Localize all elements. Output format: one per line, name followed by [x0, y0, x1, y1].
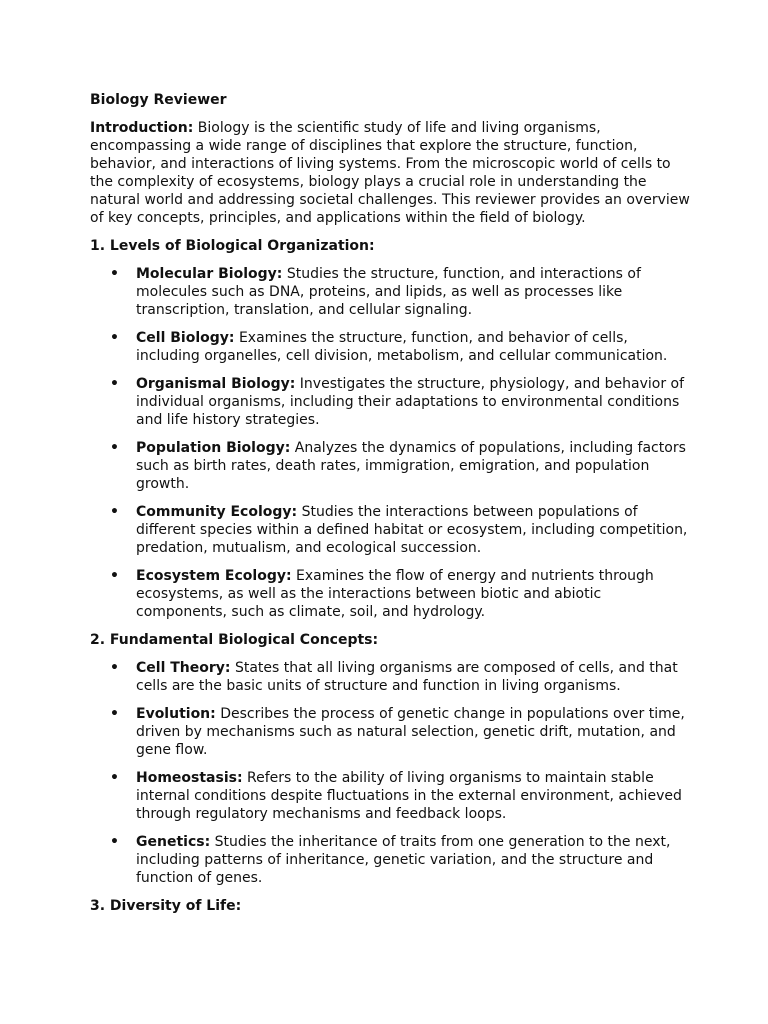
list-item-term: Genetics: — [136, 834, 211, 850]
list-item — [90, 833, 690, 887]
list-item — [90, 503, 690, 557]
list-item-term: Organismal Biology: — [136, 376, 296, 392]
list-item-text: Describes the process of genetic change in populations over time, driven by mechanisms such as natural selection, genetic drift, mutation, and gene flow. — [136, 706, 685, 758]
introduction-text: Biology is the scientific study of life and living organisms, encompassing a wide range of disciplines that explore the structure, function, behavior, and interactions of living systems. From the microscopic world of cells to the complexity of ecosystems, biology plays a crucial role in understanding the natural world and addressing societal challenges. This reviewer provides an overview of key concepts, principles, and applications within the field of biology. — [90, 120, 690, 226]
list-item-term: Cell Theory: — [136, 660, 231, 676]
list-item-text: Studies the interactions between populations of different species within a defined habitat or ecosystem, including competition, predation, mutualism, and ecological succession. — [136, 504, 688, 556]
bullet-icon: • — [110, 834, 119, 850]
bullet-icon: • — [110, 504, 119, 520]
document-title: Biology Reviewer — [90, 92, 227, 108]
list-item-term: Population Biology: — [136, 440, 291, 456]
list-item — [90, 375, 690, 429]
bullet-icon: • — [110, 706, 119, 722]
list-item — [90, 439, 690, 493]
introduction-label: Introduction: — [90, 120, 194, 136]
list-item-text: Studies the structure, function, and interactions of molecules such as DNA, proteins, and lipids, as well as processes like transcription, translation, and cellular signaling. — [136, 266, 641, 318]
list-item — [90, 265, 690, 319]
bullet-icon: • — [110, 568, 119, 584]
bullet-icon: • — [110, 660, 119, 676]
list-item-text: Examines the flow of energy and nutrients through ecosystems, as well as the interactions between biotic and abiotic components, such as climate, soil, and hydrology. — [136, 568, 654, 620]
levels-list — [90, 265, 690, 621]
document-page — [90, 91, 690, 925]
list-item-term: Ecosystem Ecology: — [136, 568, 292, 584]
list-item-term: Molecular Biology: — [136, 266, 283, 282]
section-heading-diversity: 3. Diversity of Life: — [90, 898, 242, 914]
list-item — [90, 769, 690, 823]
list-item-term: Community Ecology: — [136, 504, 298, 520]
introduction-paragraph — [90, 119, 690, 227]
list-item-text: Analyzes the dynamics of populations, including factors such as birth rates, death rates, immigration, emigration, and population growth. — [136, 440, 686, 492]
list-item-term: Evolution: — [136, 706, 216, 722]
bullet-icon: • — [110, 376, 119, 392]
bullet-icon: • — [110, 440, 119, 456]
list-item-text: Studies the inheritance of traits from one generation to the next, including patterns of inheritance, genetic variation, and the structure and function of genes. — [136, 834, 671, 886]
list-item — [90, 329, 690, 365]
bullet-icon: • — [110, 266, 119, 282]
list-item-text: Examines the structure, function, and behavior of cells, including organelles, cell division, metabolism, and cellular communication. — [136, 330, 668, 364]
list-item-term: Homeostasis: — [136, 770, 243, 786]
list-item — [90, 705, 690, 759]
list-item-text: Refers to the ability of living organisms to maintain stable internal conditions despite fluctuations in the external environment, achieved through regulatory mechanisms and feedback loops. — [136, 770, 682, 822]
list-item — [90, 659, 690, 695]
section-heading-concepts: 2. Fundamental Biological Concepts: — [90, 632, 379, 648]
bullet-icon: • — [110, 330, 119, 346]
list-item-text: Investigates the structure, physiology, and behavior of individual organisms, including their adaptations to environmental conditions and life history strategies. — [136, 376, 685, 428]
list-item-term: Cell Biology: — [136, 330, 235, 346]
section-heading-levels: 1. Levels of Biological Organization: — [90, 238, 375, 254]
bullet-icon: • — [110, 770, 119, 786]
list-item — [90, 567, 690, 621]
list-item-text: States that all living organisms are composed of cells, and that cells are the basic units of structure and function in living organisms. — [136, 660, 678, 694]
concepts-list — [90, 659, 690, 887]
